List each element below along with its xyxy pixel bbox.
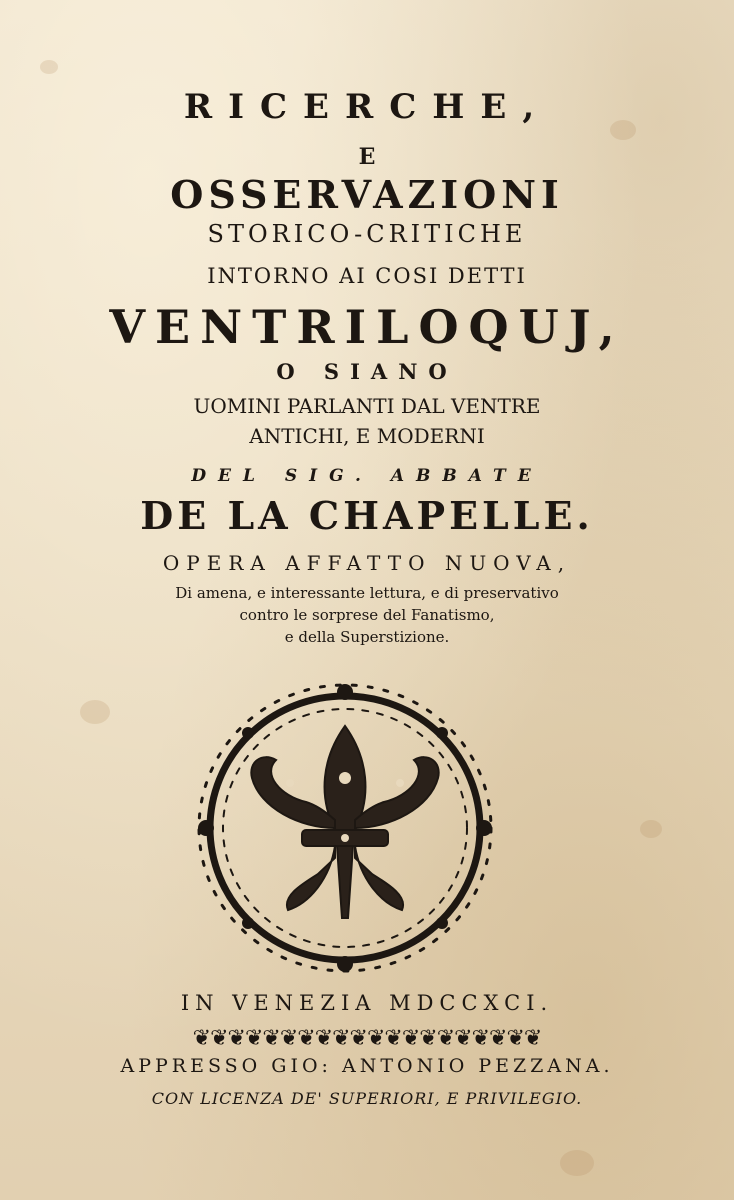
title-line-antichi: ANTICHI, E MODERNI [249,424,485,448]
title-word-ventriloqui: VENTRILOQUJ, [109,300,625,354]
title-word-ricerche: RICERCHE, [183,87,551,127]
foxing-spot [80,700,110,724]
title-word-osservazioni: OSSERVAZIONI [170,172,564,217]
imprint-publisher: APPRESSO GIO: ANTONIO PEZZANA. [120,1055,614,1077]
title-line-o-siano: O SIANO [276,359,458,384]
subtitle-line-3: e della Superstizione. [284,628,450,646]
subtitle-line-2: contro le sorprese del Fanatismo, [239,606,495,624]
title-word-storico-critiche: STORICO-CRITICHE [207,220,527,248]
title-line-intorno: INTORNO AI COSI DETTI [207,264,527,288]
foxing-spot [40,60,58,74]
imprint-place-date: IN VENEZIA MDCCXCI. [180,991,554,1015]
title-line-uomini: UOMINI PARLANTI DAL VENTRE [193,394,541,418]
title-conjunction-e: E [358,144,376,170]
author-prefix: DEL SIG. ABBATE [191,466,543,486]
subtitle-opera: OPERA AFFATTO NUOVA, [162,551,572,575]
fleur-de-lis-icon [190,678,500,978]
author-name: DE LA CHAPELLE. [140,493,594,538]
subtitle-line-1: Di amena, e interessante lettura, e di preservativo [175,584,559,602]
printer-ornament-row: ❦❦❦❦❦❦❦❦❦❦❦❦❦❦❦❦❦❦❦❦ [192,1026,542,1051]
foxing-spot [640,820,662,838]
foxing-spot [560,1150,594,1176]
imprint-license: CON LICENZA DE' SUPERIORI, E PRIVILEGIO. [151,1089,583,1108]
